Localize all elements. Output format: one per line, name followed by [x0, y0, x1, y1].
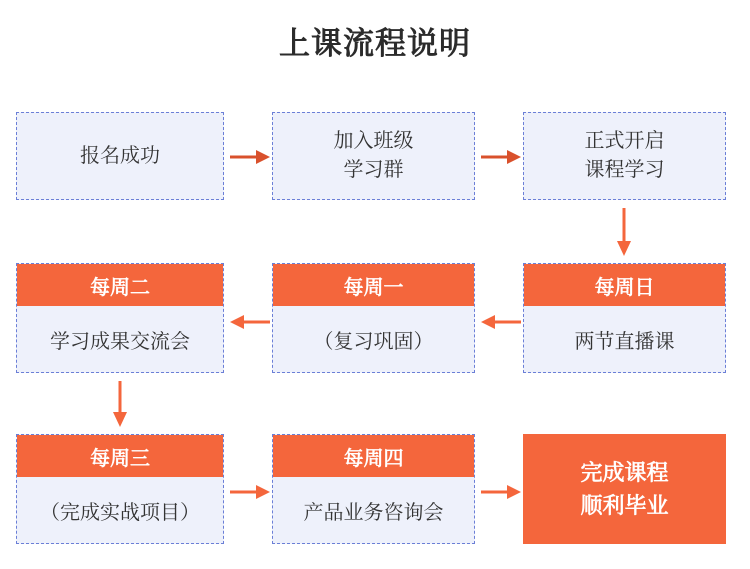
node-sunday [523, 263, 726, 373]
arrow-signup-to-join [230, 146, 270, 168]
node-sunday-header: 每周日 [524, 264, 725, 306]
node-graduate-line1: 完成课程 [580, 460, 669, 485]
node-start-course-line1: 正式开启 [584, 130, 665, 152]
node-signup [16, 112, 224, 200]
arrow-tuesday-to-wednesday [109, 381, 131, 427]
node-join-group-line1: 加入班级 [333, 130, 414, 152]
arrow-sunday-to-monday [481, 311, 521, 333]
node-tuesday-header: 每周二 [17, 264, 223, 306]
node-wednesday-header: 每周三 [17, 435, 223, 477]
arrow-wednesday-to-thursday [230, 481, 270, 503]
node-graduate-line2: 顺利毕业 [580, 493, 669, 518]
arrow-thursday-to-graduate [481, 481, 521, 503]
node-signup-line1: 报名成功 [80, 144, 160, 167]
node-join-group [272, 112, 475, 200]
node-monday-header: 每周一 [273, 264, 474, 306]
node-thursday [272, 434, 475, 544]
arrow-monday-to-tuesday [230, 311, 270, 333]
node-start-course-line2: 课程学习 [584, 159, 665, 181]
page-title: 上课流程说明 [279, 26, 471, 61]
node-tuesday-body: 学习成果交流会 [50, 330, 190, 353]
node-wednesday [16, 434, 224, 544]
node-join-group-line2: 学习群 [343, 159, 404, 181]
node-monday-body: （复习巩固） [313, 330, 434, 353]
node-start-course [523, 112, 726, 200]
node-monday [272, 263, 475, 373]
node-graduate [523, 434, 726, 544]
node-sunday-body: 两节直播课 [574, 330, 675, 353]
node-wednesday-body: （完成实战项目） [40, 501, 200, 524]
arrow-join-to-start [481, 146, 521, 168]
node-tuesday [16, 263, 224, 373]
node-thursday-header: 每周四 [273, 435, 474, 477]
node-thursday-body: 产品业务咨询会 [303, 501, 444, 524]
arrow-start-to-sunday [613, 208, 635, 256]
